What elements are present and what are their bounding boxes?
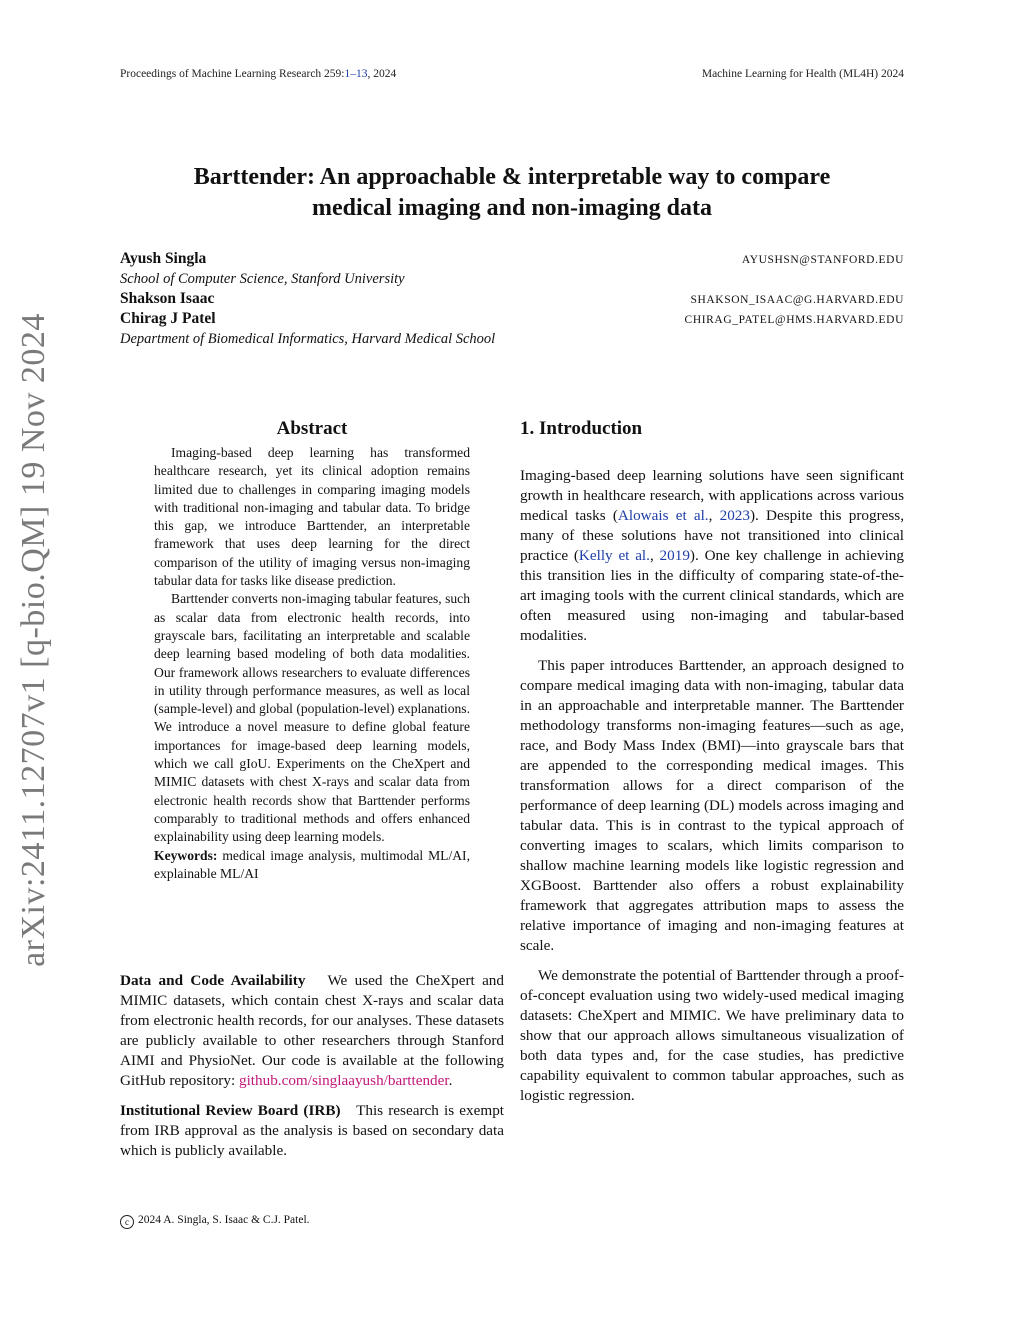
abstract-paragraph-1: Imaging-based deep learning has transformed healthcare research, yet its clinical adoption remains limited due to challenges in comparing imaging models with traditional non-imaging and tabular data. To bridge this gap, we introduce Barttender, an interpretable framework that uses deep learning for the direct comparison of the utility of imaging versus non-imaging tabular data for tasks like disease prediction. <box>154 445 470 589</box>
abstract-body <box>154 444 470 883</box>
keywords-text: medical image analysis, multimodal ML/AI, explainable ML/AI <box>154 847 470 881</box>
intro-paragraph-2: This paper introduces Barttender, an approach designed to compare medical imaging data with non-imaging, tabular data in an approachable and interpretable manner. The Barttender methodology transforms non-imaging features—such as age, race, and Body Mass Index (BMI)—into grayscale bars that are appended to the corresponding medical images. This transformation allows for a direct comparison of the performance of deep learning (DL) models across imaging and tabular data. This is in contrast to the typical approach of converting images to scalars, which limits comparison to shallow machine learning models like logistic regression and XGBoost. Barttender also offers a robust explainability framework that aggregates attribution maps to assess the relative importance of imaging and non-imaging features at scale. <box>520 657 904 954</box>
introduction-body <box>520 466 904 1116</box>
author-name-3: Chirag J Patel <box>120 310 216 327</box>
title-line-2: medical imaging and non-imaging data <box>311 195 713 221</box>
page-range-link[interactable]: 1–13 <box>344 68 368 80</box>
intro-p1-text-e: ). One key challenge in achieving this transition lies in the difficulty of comparing state-of-the-art imaging tools with the current clinical standards, which are often measured using non-imaging and tabular-based modalities. <box>520 547 904 644</box>
introduction-heading: 1. Introduction <box>520 418 643 439</box>
title-line-1: Barttender: An approachable & interpretable way to compare <box>193 164 831 190</box>
author-email-3[interactable]: CHIRAG_PATEL@HMS.HARVARD.EDU <box>684 314 904 326</box>
data-code-paragraph <box>120 971 504 1091</box>
author-affiliation-1: School of Computer Science, Stanford University <box>120 271 405 287</box>
proceedings-text: Proceedings of Machine Learning Research 259: <box>120 68 345 80</box>
github-link[interactable]: github.com/singlaayush/barttender <box>238 1072 449 1089</box>
author-affiliation-2: Department of Biomedical Informatics, Harvard Medical School <box>120 331 496 347</box>
intro-paragraph-3: We demonstrate the potential of Barttender through a proof-of-concept evaluation using two widely-used medical imaging datasets: CheXpert and MIMIC. We have preliminary data to show that our approach allows simultaneous visualization of both data types and, for the case studies, has predictive capability equivalent to common tabular approaches, such as logistic regression. <box>520 967 904 1104</box>
data-code-text: We used the CheXpert and MIMIC datasets, which contain chest X-rays and scalar data from electronic health records, for our analyses. These datasets are publicly available to other researchers through Stanford AIMI and PhysioNet. Our code is available at the following GitHub repository: <box>120 972 504 1089</box>
irb-text: This research is exempt from IRB approval as the analysis is based on secondary data which is publicly available. <box>120 1102 505 1159</box>
citation-kelly-year[interactable]: 2019 <box>659 547 690 564</box>
intro-p1-text-b: , <box>708 507 720 524</box>
arxiv-identifier: arXiv:2411.12707v1 [q-bio.QM] 19 Nov 2024 <box>15 313 53 967</box>
running-header-right: Machine Learning for Health (ML4H) 2024 <box>701 68 904 80</box>
copyright-footer <box>120 1214 310 1229</box>
paper-title <box>120 162 904 224</box>
intro-p1-text-d: , <box>649 547 660 564</box>
data-code-end: . <box>448 1072 453 1089</box>
citation-alowais-year[interactable]: 2023 <box>719 507 750 524</box>
citation-alowais[interactable]: Alowais et al. <box>617 507 709 524</box>
irb-paragraph <box>120 1101 504 1161</box>
left-column-body <box>120 971 504 1171</box>
data-code-heading: Data and Code Availability <box>120 972 306 989</box>
copyright-text: 2024 A. Singla, S. Isaac & C.J. Patel. <box>138 1214 310 1226</box>
intro-paragraph-1 <box>520 466 904 646</box>
author-name-1: Ayush Singla <box>120 250 207 267</box>
author-name-2: Shakson Isaac <box>120 290 215 307</box>
author-email-1[interactable]: AYUSHSN@STANFORD.EDU <box>741 254 904 266</box>
intro-p1-text-c: ). Despite this progress, many of these solutions have not transitioned into clinical practice ( <box>520 507 904 564</box>
abstract-paragraph-2: Barttender converts non-imaging tabular features, such as scalar data from electronic health records, into grayscale bars, facilitating an interpretable and scalable deep learning based modeling of both data modalities. Our framework allows researchers to evaluate differences in utility through performance measures, as well as local (sample-level) and global (population-level) explanations. We introduce a novel measure to define global feature importances for image-based deep learning models, which we call gIoU. Experiments on the CheXpert and MIMIC datasets with chest X-rays and scalar data from electronic health records show that Barttender performs comparably to traditional methods and offers enhanced explainability using deep learning models. <box>154 591 470 845</box>
citation-kelly[interactable]: Kelly et al. <box>578 547 650 564</box>
intro-p1-text-a: Imaging-based deep learning solutions have seen significant growth in healthcare research, with applications across various medical tasks ( <box>520 467 904 524</box>
irb-heading: Institutional Review Board (IRB) <box>120 1102 341 1119</box>
abstract-heading: Abstract <box>276 418 348 439</box>
copyright-icon: c <box>120 1215 134 1229</box>
proceedings-year: , 2024 <box>367 68 397 80</box>
running-header-left <box>120 68 396 80</box>
keywords-label: Keywords: <box>154 847 218 863</box>
arxiv-sidebar <box>12 313 56 967</box>
keywords <box>154 847 470 884</box>
author-email-2[interactable]: SHAKSON_ISAAC@G.HARVARD.EDU <box>690 294 904 306</box>
